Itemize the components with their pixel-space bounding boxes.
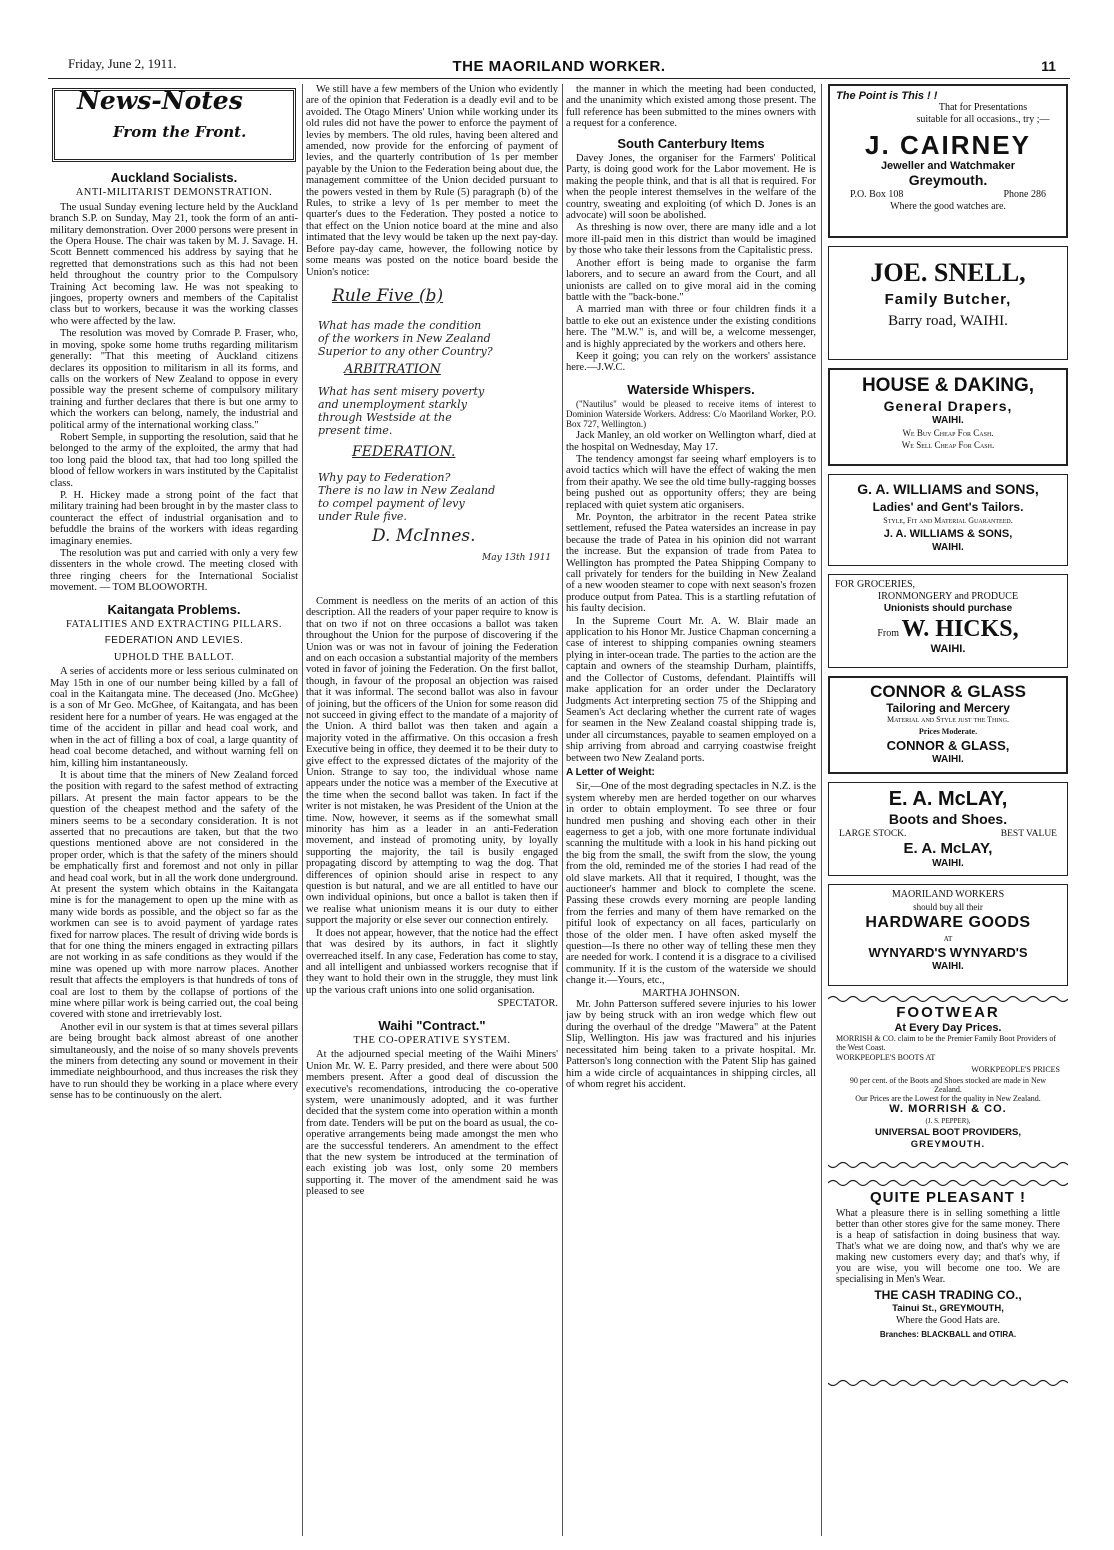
news-notes-title: News-Notes [77,86,243,115]
news-notes-subtitle: From the Front. [113,123,247,141]
paragraph: Mr. John Patterson suffered severe injuries to his lower jaw by being struck with an iron wedge which flew out during the overhaul of the dredge "Mawera" at the Patent Slip, Wellington. His jaw was fractured and his injuries necessitated him being taken to a private hospital. Mr. Patterson's long connection with the Patent Slip has gained him a wide circle of acquaintances in shipping circles, all of whom regret his accident. [566,999,816,1090]
ad-tagline: Where the Good Hats are. [895,1315,1001,1326]
paragraph: The resolution was moved by Comrade P. Fraser, who, in moving, spoke some home truths regarding militarism generally: "That this meeting of Auckland citizens declares its opposition to militarism in all its forms, and calls on the workers of New Zealand to oppose in every possible way the present scheme of compulsory military training and further declares that there is but one army to which the workers can belong, namely, the industrial and political army of the international working class." [50,328,298,431]
notice-line: to compel payment of levy [318,496,465,510]
ad-line: FOR GROCERIES, [835,579,916,590]
byline: SPECTATOR. [497,998,558,1010]
ad-town: Greymouth. [908,172,988,188]
ad-line: WORKPEOPLE'S PRICES [971,1065,1060,1074]
ad-line: We Buy Cheap For Cash. [902,428,994,438]
snell-advertisement [828,246,1068,360]
ad-name: W. HICKS, [901,616,1019,642]
newspaper-title: THE MAORILAND WORKER. [452,58,666,75]
paragraph: Keep it going; you can rely on the workers' assistance here.—J.W.C. [566,350,816,374]
notice-line: What has made the condition [318,318,482,332]
article-subheading: FATALITIES AND EXTRACTING PILLARS. [65,619,283,631]
connor-glass-advertisement [828,676,1068,774]
ad-town: WAIHI. [932,858,964,869]
cairney-advertisement [828,84,1068,238]
ad-name: E. A. McLAY, [888,788,1008,810]
ad-name: HOUSE & DAKING, [861,375,1035,396]
wynyard-advertisement [828,884,1068,986]
notice-line: and unemployment starkly [318,397,467,411]
article-heading: Waterside Whispers. [627,381,755,397]
masthead [48,52,1070,74]
paragraph: The usual Sunday evening lecture held by the Auckland branch S.P. on Sunday, May 21, took the form of an anti-military demonstration. Over 2000 persons were present in the Opera House. The chair was taken by M. J. Savage. H. Scott Bennett commenced his address by saying that he regretted that demonstrations such as this had not been held throughout the country prior to the Compulsory Training Act becoming law. He was not speaking to jingoes, property owners and members of the Capitalist class but to workers, because it was the working classes who were affected by the law. [50,201,298,327]
ad-line: Material and Style just the Thing. [887,715,1009,724]
notice-line: of the workers in New Zealand [318,331,491,345]
notice-line: ARBITRATION [344,361,441,377]
column-1 [50,84,298,1536]
ad-town: WAIHI. [930,643,966,655]
ad-line: 90 per cent. of the Boots and Shoes stocked are made in New Zealand. [849,1076,1047,1094]
notice-line: What has sent misery poverty [318,384,485,398]
paragraph: Another evil in our system is that at times several pillars are being brought back almost abreast of one another simultaneously, and the noise of so many shovels prevents the miners from detecting any sound or movement in their immediate neighbourhood, and thus increases the risk they have to run should they be working in a place where every sense has to be continuously on the alert. [50,1021,298,1102]
ad-branches: Branches: BLACKBALL and OTIRA. [879,1330,1017,1339]
ad-trade: Ladies' and Gent's Tailors. [872,500,1024,514]
ad-name: THE CASH TRADING CO., [874,1288,1022,1302]
ad-box: P.O. Box 108 [850,189,904,200]
paragraph: At the adjourned special meeting of the Waihi Miners' Union Mr. W. E. Parry presided, and there were about 500 members present. After a good deal of discussion the executive's recomendations, introducing the co-operative system, were unanimously adopted, and it was further decided that the system come into operation within a month from date. Tenders will be put on the board as usual, the co-operative arrangements being made amongst the men who are the successful tenderers. An amendment to the effect that the new system be introduced at the termination of each existing job was lost, only some 20 members supporting it. The mover of the amendment said he was pleased to see [306,1049,558,1198]
paragraph: As threshing is now over, there are many idle and a lot more ill-paid men in this district than would be imagined by those who take their lessons from the Capitalistic press. [566,222,816,257]
ad-from: From [877,628,899,639]
paragraph: In the Supreme Court Mr. A. W. Blair made an application to his Honor Mr. Justice Chapman concerning a case of interest to shipping companies owning steamers plying in inter-ocean trade. The parties to the action are the captain and owners of the steamship Durham, plaintiffs, and the Collector of Customs, defendant. Plaintiffs will make application for an order under the Declaratory Judgments Act interpreting section 75 of the Shipping and Seamen's Act declaring whether the current rate of wages for seamen in the New Zealand coastal shipping trade is, under all circumstances, payable to seamen employed on a ship arriving from abroad and carrying coastwise freight between two New Zealand ports. [566,615,816,764]
ad-line: J. A. WILLIAMS & SONS, [883,528,1013,540]
article-heading: South Canterbury Items [617,135,765,151]
ad-trade: Tailoring and Mercery [886,701,1010,715]
ad-line: IRONMONGERY and PRODUCE [877,591,1019,602]
ad-tagline: Where the good watches are. [890,201,1006,212]
column-divider [821,84,822,1536]
notice-line: Superior to any other Country? [318,344,493,358]
cash-trading-advertisement [828,1178,1068,1388]
ad-trade: General Drapers, [883,398,1013,414]
ad-name: J. CAIRNEY [865,130,1031,160]
mclay-advertisement [828,782,1068,876]
paragraph: Robert Semple, in supporting the resolution, said that he belonged to the army of the exploited, the army that had too long paid the blood tax, that had too long spilled the blood of fellow workers in wars instituted by the Capitalist class. [50,431,298,489]
article-heading: Waihi "Contract." [378,1017,486,1033]
column-divider [302,84,303,1536]
paragraph: Another effort is being made to organise the farm laborers, and to secure an award from the Court, and all unionists are called on to give moral aid in the coming battle with the "back-bone." [566,257,816,303]
notice-line: FEDERATION. [352,443,456,460]
notice-line: through Westside at the [318,410,452,424]
article-heading: Kaitangata Problems. [107,601,241,617]
notice-date: May 13th 1911 [482,552,552,563]
ad-name: CONNOR & GLASS [870,682,1026,701]
ad-trade: Jeweller and Watchmaker [880,160,1016,172]
morrish-advertisement [828,994,1068,1170]
ad-headline: FOOTWEAR [896,1004,1000,1021]
ad-line: CONNOR & GLASS, [886,738,1010,753]
ad-line: should buy all their [913,902,983,912]
ad-line: LARGE STOCK. [839,829,907,839]
wavy-border-bottom [828,1378,1068,1388]
ad-town: GREYMOUTH. [910,1139,986,1150]
ad-town: WAIHI. [932,754,964,765]
column-divider [562,84,563,1536]
ad-name: W. MORRISH & CO. [889,1103,1007,1115]
paragraph: The resolution was put and carried with only a very few dissenters in the whole crowd. The meeting closed with three ringing cheers for the International Socialist movement. — TOM BLOOWORTH. [50,548,298,594]
paragraph: P. H. Hickey made a strong point of the fact that military training had been brought in by the master class to counteract the effect of industrial organisation and to befuddle the brains of the workers with ideas regarding imaginary enemies. [50,489,298,547]
article-subheading: ANTI-MILITARIST DEMONSTRATION. [75,187,273,199]
ad-town: WAIHI. [932,415,964,426]
ad-town: WAIHI. [932,542,964,553]
advertisement-column [828,84,1068,1536]
williams-advertisement [828,474,1068,566]
ad-headline: At Every Day Prices. [894,1022,1002,1034]
notice-line: Rule Five (b) [332,285,444,306]
ad-line: MAORILAND WORKERS [891,889,1005,900]
letter-signature: MARTHA JOHNSON. [642,987,740,999]
paragraph: Jack Manley, an old worker on Wellington wharf, died at the hospital on Wednesday, May 17. [566,430,816,453]
ad-line: UNIVERSAL BOOT PROVIDERS, [874,1127,1022,1138]
ad-trade: Boots and Shoes. [888,811,1008,827]
ad-line: Our Prices are the Lowest for the quality in New Zealand. [855,1094,1041,1103]
paragraph: Mr. Poynton, the arbitrator in the recent Patea strike settlement, refused the Patea watersides an increase in pay because the trade of Patea in his opinion did not warrant the increase. But the expansion of trade from Patea to Wellington has prompted the Patea Shipping Company to call privately for tenders for the building in New Zealand of a new wooden steamer to cope with next season's frozen produce output from Patea. This is a startling refutation of his faulty decision. [566,512,816,615]
notice-line: under Rule five. [318,509,407,523]
handwritten-notice [312,286,552,588]
paragraph: Comment is needless on the merits of an action of this description. All the readers of your paper require to know is that on two if not on three occasions a ballot was taken throughout the Union for the purpose of discovering if the Union was or was not in favour of joining the Federation and on each occasion a substantial majority of the members voted in favor of joining the Federation. On the first ballot, though, in favour of the proposal an objection was raised that it was informal. The second ballot was also in favour of joining, but the officers of the Union for some reason did not succeed in giving effect to the mandate of a majority of the Union. A third ballot was then taken and again a majority voted in the affirmative. On this occasion a fresh Executive being in office, they deemed it to be their duty to give effect to the expressed dictates of the majority of the Union. Strange to say too, the individual whose name appears under the notice was a member of the Executive at the time when the second ballot was taken. In fact if the writer is not mistaken, he was President of the Union at the time. Now, however, it seems as if the somewhat small minority has him as a leader in an anti-Federation movement, and instead of promoting unity, by loyally supporting the majority, the tail is busily engaged propagating discord by attempting to wag the dog. That differences of opinion should arise in respect to any question is but natural, and we are all entitled to have our own individual opinions, but once a ballot is taken then if we realise what unionism means it is our duty to either support the majority or else sever our connection entirely. [306,595,558,927]
notice-line: present time. [318,423,393,437]
ad-headline: QUITE PLEASANT ! [869,1189,1026,1206]
ad-address: Tainui St., GREYMOUTH, [892,1303,1004,1314]
ad-line: BEST VALUE [1000,829,1057,839]
ad-phone: Phone 286 [1003,189,1046,200]
paragraph: A series of accidents more or less serious culminated on May 15th in one of our number being killed by a fall of coal in the Kaitangata mine. The deceased (Jno. McGhee) is a son of Mr Geo. McGhee, of Kaitangata, and has been resident here for a number of years. He was engaged at the time of the accident in pillar and head coal work, and when in the act of filling a box of coal, a large quantity of head coal become detached, and without warning fell on him, killing him instantaneously. [50,666,298,769]
column-2 [306,84,558,1536]
paragraph: The tendency amongst far seeing wharf employers is to avoid tactics which will have the effect of waking the men from their apathy. We see the old time bully-ragging bosses being pushed out as opportunity offers; they are being replaced with quiet system atic organisers. [566,453,816,511]
ad-line: WORKPEOPLE'S BOOTS AT [836,1053,936,1062]
ad-line: AT [943,935,953,943]
paragraph: It is about time that the miners of New Zealand forced the position with regard to the safest method of extracting pillars. At present the main factor appears to be the question of the cheapest method and the safety of the miners seems to be a secondary consideration. It is not asserted that no precautions are taken, but that the two questions mentioned above are not considered in the proper order, which is that the safety of the miners should be emphatically first and foremost and not only in pillar and head coal work, but in all the work done underground. At present the system which obtains in the Kaitangata mine is for the management to open up the mine with as many wide bords as possible, and the object so far as the workmen can see is to avoid payment of yardage rates fixed for narrow places. The result of driving wide bords is that for one thing the miners engaged in extracting pillars are not working in as safe conditions as they would if the mine was opened up with more narrow places. Another result that affects the employers is that hundreds of tons of coal are lost to them by the collapse of portions of the mine where pillar work is being carried out, the coal being covered with stone and irretrievably lost. [50,769,298,1021]
paragraph: the manner in which the meeting had been conducted, and the unanimity which existed among those present. The full reference has been submitted to the mines owners with a request for a conference. [566,84,816,130]
paragraph: Sir,—One of the most degrading spectacles in N.Z. is the system whereby men are herded together on our wharves in order to obtain employment. To see three or four hundred men pushing and shoving each other in their eagerness to get a job, with one more fortunate individual scanning the multitude with a look in his hand picking out the big from the small, the swift from the slow, the young from the old, reminded me of the stories I had read of the old slave markets. All that it required, I thought, was the auctioneer's hammer and block to complete the scene. Passing these crowds every morning are people landing from the ferries and many of them have remarked on the pitiful look of expectancy on all faces, particularly on those of the older men. I have often asked myself the question—Is there no other way of telling these men they are needed for work. I contend it is a disgrace to a civilised community. If it is the custom of the waterside we should change it.—Yours, etc., [566,781,816,987]
article-subheading: THE CO-OPERATIVE SYSTEM. [353,1034,511,1046]
editor-note: ("Nautilus" would be pleased to receive items of interest to Dominion Waterside Workers. Address: C/o Maoriland Worker, P.O. Box 727, Wellington.) [566,399,816,430]
paragraph: Davey Jones, the organiser for the Farmers' Political Party, is doing good work for the Labor movement. He is making the people think, and that is all that is required. For when the people interest themselves in the welfare of the country, sweating and exploiting (of which D. Jones is an advocate) will soon be abolished. [566,153,816,222]
column-3 [566,84,816,1536]
notice-line: Why pay to Federation? [318,470,451,484]
ad-line: (J. S. PEPPER), [925,1117,971,1125]
ad-body: What a pleasure there is in selling something a little better than other stores give for the same money. There is a heap of satisfaction in doing business that way. That's what we are doing now, and that's why we are making new customers every day; and that's why, if you are wise, you will become one too. We are specialising in Men's Wear. [836,1208,1060,1285]
ad-town: WAIHI. [932,961,964,972]
letter-heading: A Letter of Weight: [566,766,655,778]
news-notes-banner [52,88,296,162]
ad-name: JOE. SNELL, [870,258,1026,287]
ad-name: WYNYARD'S WYNYARD'S [868,945,1028,960]
notice-line: There is no law in New Zealand [318,483,496,497]
ad-headline: The Point is This ! ! [836,90,938,102]
ad-line: MORRISH & CO. claim to be the Premier Family Boot Providers of the West Coast. [836,1034,1056,1052]
paragraph: It does not appear, however, that the notice had the effect that was desired by its authors, in fact it slightly overreached itself. In any case, Federation has come to stay, and all intelligent and unbiassed workers recognise that if they want to hold their own in the struggle, they must link up the various craft unions into one solid organisation. [306,927,558,996]
ad-line: Style, Fit and Material Guaranteed. [883,516,1013,525]
notice-signature: D. McInnes. [372,525,476,546]
wavy-border-bottom [828,1160,1068,1170]
ad-line: suitable for all occasions., try ;— [916,114,1050,125]
paragraph: A married man with three or four children finds it a battle to eke out an existence under the existing conditions here. The "M.W." is, and will be, a welcome messenger, and is highly appreciated by the workers and others here. [566,304,816,350]
ad-line: That for Presentations [938,102,1028,113]
article-subheading: FEDERATION AND LEVIES. [104,635,244,647]
article-heading: Auckland Socialists. [110,170,238,185]
ad-trade: Family Butcher, [884,291,1012,308]
issue-date: Friday, June 2, 1911. [68,56,177,71]
wavy-border-top [828,1178,1068,1188]
ad-line: E. A. McLAY, [903,840,993,857]
masthead-rule [48,78,1070,79]
hicks-advertisement [828,574,1068,668]
ad-line: Prices Moderate. [918,727,978,736]
ad-line: We Sell Cheap For Cash. [901,440,995,450]
house-daking-advertisement [828,368,1068,466]
ad-line: HARDWARE GOODS [865,914,1031,931]
ad-address: Barry road, WAIHI. [888,313,1008,329]
paragraph: We still have a few members of the Union who evidently are of the opinion that Federation is a deadly evil and to be avoided. The Otago Miners' Union while working under its old rules did not have the power to enforce the payment of levies by members. The old rules, having been altered and amended, now provide for the enforcing of payment of levies, and the quarterly contribution of 1s per member payable by the Union to the Federation being about due, the management committee of the Union decided pursuant to the powers vested in them by Rule (5) paragraph (b) of the Rules, to strike a levy of 1s per member to meet the quarter's dues to the Federation. They posted a notice to that effect on the Union notice board at the mine and also intimated that the levy would be taken up the next pay-day. Before pay-day came, however, the following notice by some means was posted on the notice board beside the Union's notice: [306,84,558,278]
wavy-border-top [828,994,1068,1004]
ad-name: G. A. WILLIAMS and SONS, [857,481,1039,497]
ad-line: Unionists should purchase [883,603,1013,614]
article-subheading: UPHOLD THE BALLOT. [113,651,235,663]
page-number: 11 [1041,58,1056,74]
